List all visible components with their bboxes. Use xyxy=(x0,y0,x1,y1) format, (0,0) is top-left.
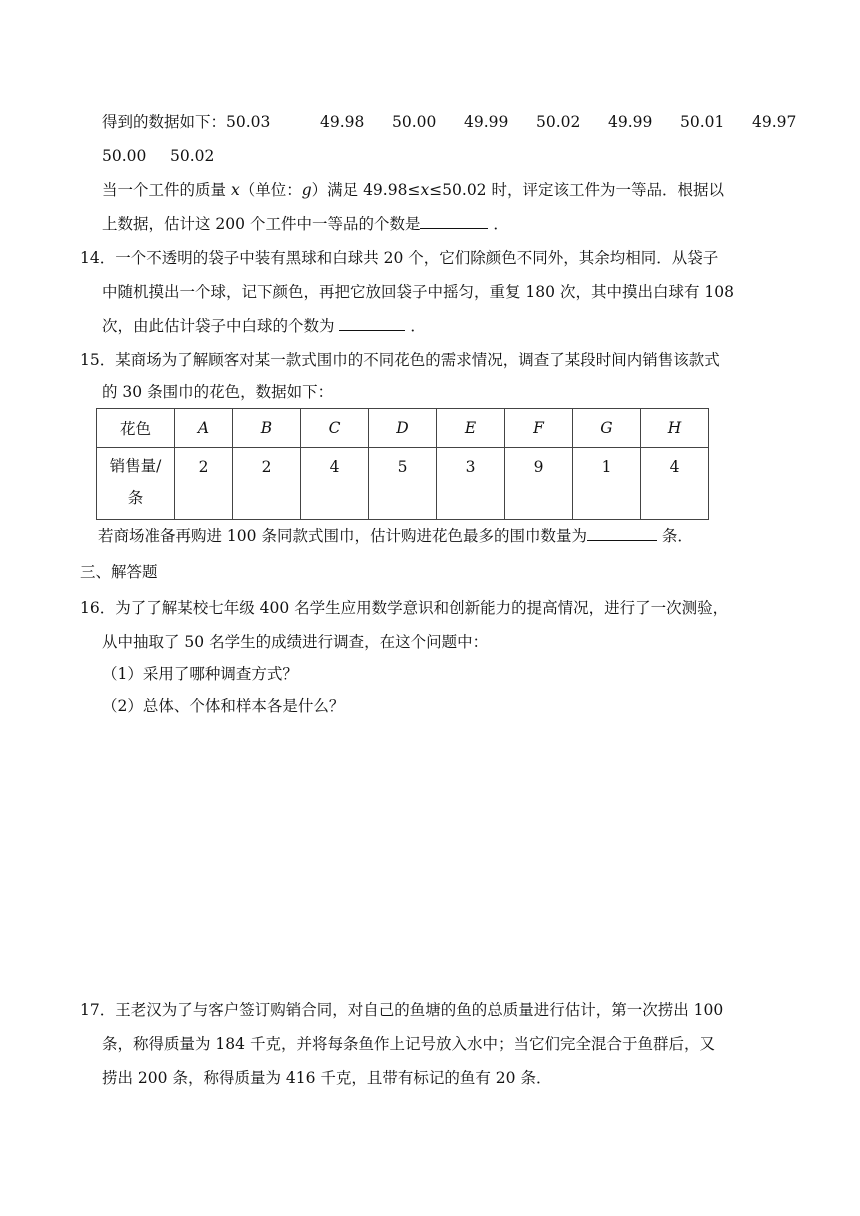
table-cell-value: 2 xyxy=(175,448,233,520)
table-cell-value: 4 xyxy=(301,448,369,520)
q15-text: 若商场准备再购进 100 条同款式围巾，估计购进花色最多的围巾数量为 xyxy=(98,527,587,545)
q14-text: 次，由此估计袋子中白球的个数为 xyxy=(102,317,340,335)
section-heading: 三、解答题 xyxy=(80,563,158,581)
table-cell-value: 5 xyxy=(369,448,437,520)
q13-condition-line xyxy=(102,180,724,200)
table-cell-value: 4 xyxy=(641,448,709,520)
q15-line-2: 的 30 条围巾的花色，数据如下： xyxy=(102,383,334,401)
q13-unit: g xyxy=(301,181,312,199)
table-column-f: F xyxy=(505,409,573,448)
q13-data-line-2 xyxy=(102,146,214,166)
q13-value: 50.02 xyxy=(170,147,215,165)
q13-text: （单位： xyxy=(239,181,302,199)
table-cell-value: 9 xyxy=(505,448,573,520)
q15-line-1: 15．某商场为了解顾客对某一款式围巾的不同花色的需求情况，调查了某段时间内销售该款式 xyxy=(80,351,720,369)
q13-value: 49.98 xyxy=(320,113,365,131)
q13-answer-blank[interactable] xyxy=(420,214,488,229)
table-cell-value: 2 xyxy=(233,448,301,520)
q13-text: 上数据，估计这 200 个工件中一等品的个数是 xyxy=(102,215,421,233)
q13-value: 50.00 xyxy=(392,113,437,131)
q13-data-lead: 得到的数据如下： xyxy=(102,113,227,131)
table-header-color: 花色 xyxy=(97,409,175,448)
table-header-sales-line-2: 条 xyxy=(127,489,144,507)
table-cell-value: 1 xyxy=(573,448,641,520)
table-row-sales xyxy=(97,448,709,520)
q13-value: 50.03 xyxy=(226,113,271,131)
table-row-color xyxy=(97,409,709,448)
q13-value: 49.99 xyxy=(608,113,653,131)
q17-line-3: 捞出 200 条，称得质量为 416 千克，且带有标记的鱼有 20 条． xyxy=(102,1069,552,1087)
q13-value: 49.97 xyxy=(752,113,797,131)
scarf-sales-table xyxy=(96,408,709,520)
q13-text: ． xyxy=(488,215,509,233)
table-column-a: A xyxy=(175,409,233,448)
table-column-c: C xyxy=(301,409,369,448)
q14-line-3 xyxy=(102,316,426,336)
q17-line-2: 条，称得质量为 184 千克，并将每条鱼作上记号放入水中；当它们完全混合于鱼群后，又 xyxy=(102,1035,715,1053)
q14-text: ． xyxy=(405,317,426,335)
q14-answer-blank[interactable] xyxy=(339,316,405,331)
table-header-sales-line-1: 销售量/ xyxy=(109,457,162,475)
q14-line-2: 中随机摸出一个球，记下颜色，再把它放回袋子中摇匀，重复 180 次，其中摸出白球有 108 xyxy=(102,283,734,301)
q13-value: 50.02 xyxy=(536,113,581,131)
q14-line-1: 14．一个不透明的袋子中装有黑球和白球共 20 个，它们除颜色不同外，其余均相同．从袋子 xyxy=(80,249,719,267)
q13-text: ）满足 49.98≤ xyxy=(311,181,421,199)
q16-line-1: 16．为了了解某校七年级 400 名学生应用数学意识和创新能力的提高情况，进行了一次测验， xyxy=(80,599,729,617)
table-header-sales xyxy=(97,448,175,520)
table-column-e: E xyxy=(437,409,505,448)
q16-sub-question-1: （1）采用了哪种调查方式？ xyxy=(102,665,298,683)
q13-text: 当一个工件的质量 xyxy=(102,181,231,199)
q15-answer-blank[interactable] xyxy=(587,526,657,541)
q13-text: ≤50.02 时，评定该工件为一等品．根据以 xyxy=(429,181,724,199)
table-column-d: D xyxy=(369,409,437,448)
table-cell-value: 3 xyxy=(437,448,505,520)
q17-line-1: 17．王老汉为了与客户签订购销合同，对自己的鱼塘的鱼的总质量进行估计，第一次捞出 100 xyxy=(80,1001,724,1019)
q13-variable: x xyxy=(230,181,240,199)
q16-line-2: 从中抽取了 50 名学生的成绩进行调查，在这个问题中： xyxy=(102,633,489,651)
q16-sub-question-2: （2）总体、个体和样本各是什么？ xyxy=(102,697,345,715)
q15-line-3 xyxy=(98,526,693,546)
q13-value: 50.01 xyxy=(680,113,725,131)
q13-variable: x xyxy=(420,181,430,199)
table-column-b: B xyxy=(233,409,301,448)
q13-value: 50.00 xyxy=(102,147,147,165)
table-column-h: H xyxy=(641,409,709,448)
q13-data-line-1 xyxy=(102,112,796,132)
q13-question-line xyxy=(102,214,509,234)
q15-text: 条． xyxy=(656,527,693,545)
q13-value: 49.99 xyxy=(464,113,509,131)
table-column-g: G xyxy=(573,409,641,448)
